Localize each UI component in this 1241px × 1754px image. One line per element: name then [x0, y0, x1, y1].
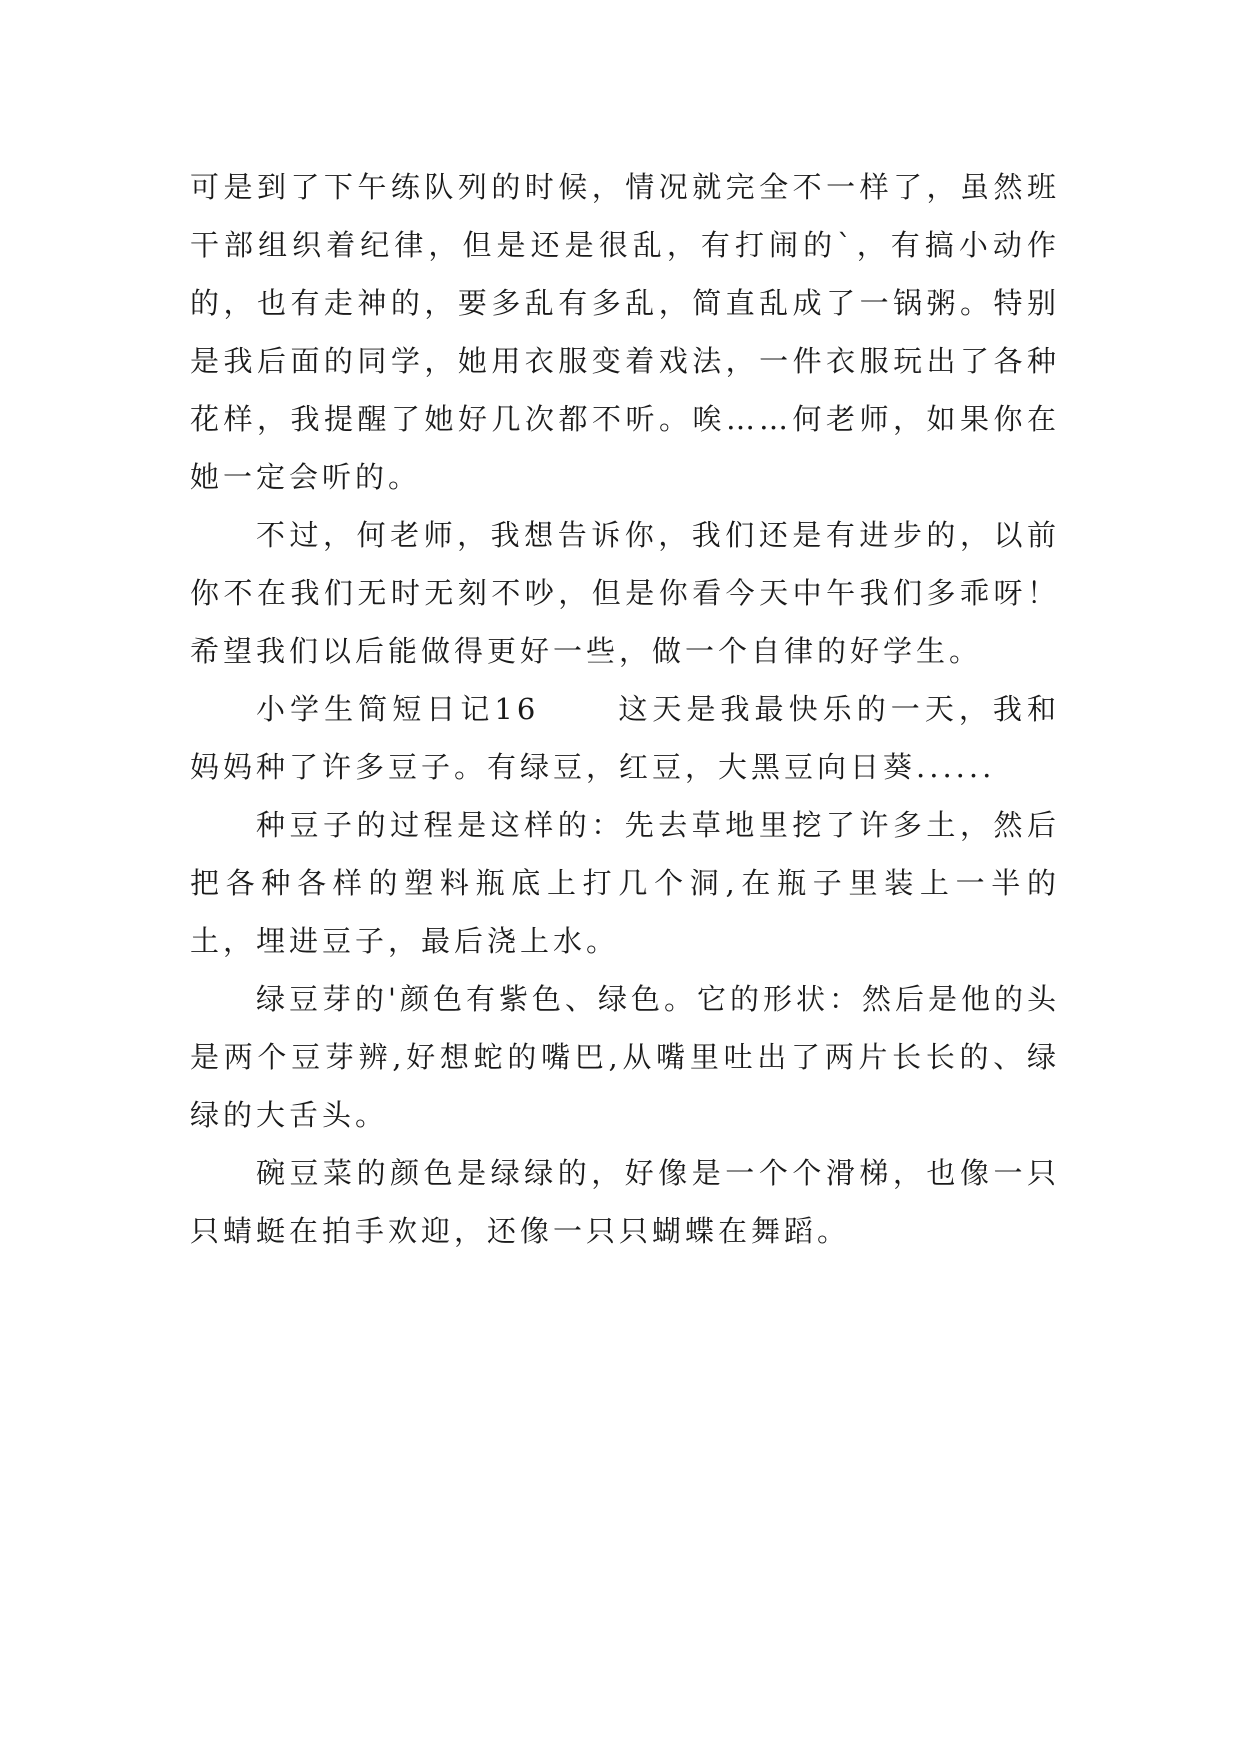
paragraph-diary-16	[190, 680, 1060, 796]
paragraph-planting-process: 种豆子的过程是这样的：先去草地里挖了许多土，然后把各种各样的塑料瓶底上打几个洞,在瓶子里装上一半的土，埋进豆子，最后浇上水。	[190, 808, 1060, 958]
diary-text: 这天是我最快乐的一天，我和妈妈种了许多豆子。有绿豆，红豆，大黑豆向日葵......	[190, 692, 1060, 784]
document-body	[190, 158, 1060, 1260]
paragraph-pea-sprout: 碗豆菜的颜色是绿绿的，好像是一个个滑梯，也像一只只蜻蜓在拍手欢迎，还像一只只蝴蝶在舞蹈。	[190, 1156, 1060, 1248]
paragraph-progress: 不过，何老师，我想告诉你，我们还是有进步的，以前你不在我们无时无刻不吵，但是你看今天中午我们多乖呀！希望我们以后能做得更好一些，做一个自律的好学生。	[190, 518, 1060, 668]
diary-title: 小学生简短日记16	[256, 692, 540, 726]
paragraph-queue-practice: 可是到了下午练队列的时候，情况就完全不一样了，虽然班干部组织着纪律，但是还是很乱，有打闹的`，有搞小动作的，也有走神的，要多乱有多乱，简直乱成了一锅粥。特别是我后面的同学，她用衣服变着戏法，一件衣服玩出了各种花样，我提醒了她好几次都不听。唉……何老师，如果你在她一定会听的。	[190, 170, 1060, 494]
paragraph-mung-bean-sprout: 绿豆芽的'颜色有紫色、绿色。它的形状：然后是他的头是两个豆芽辨,好想蛇的嘴巴,从嘴里吐出了两片长长的、绿绿的大舌头。	[190, 982, 1060, 1132]
